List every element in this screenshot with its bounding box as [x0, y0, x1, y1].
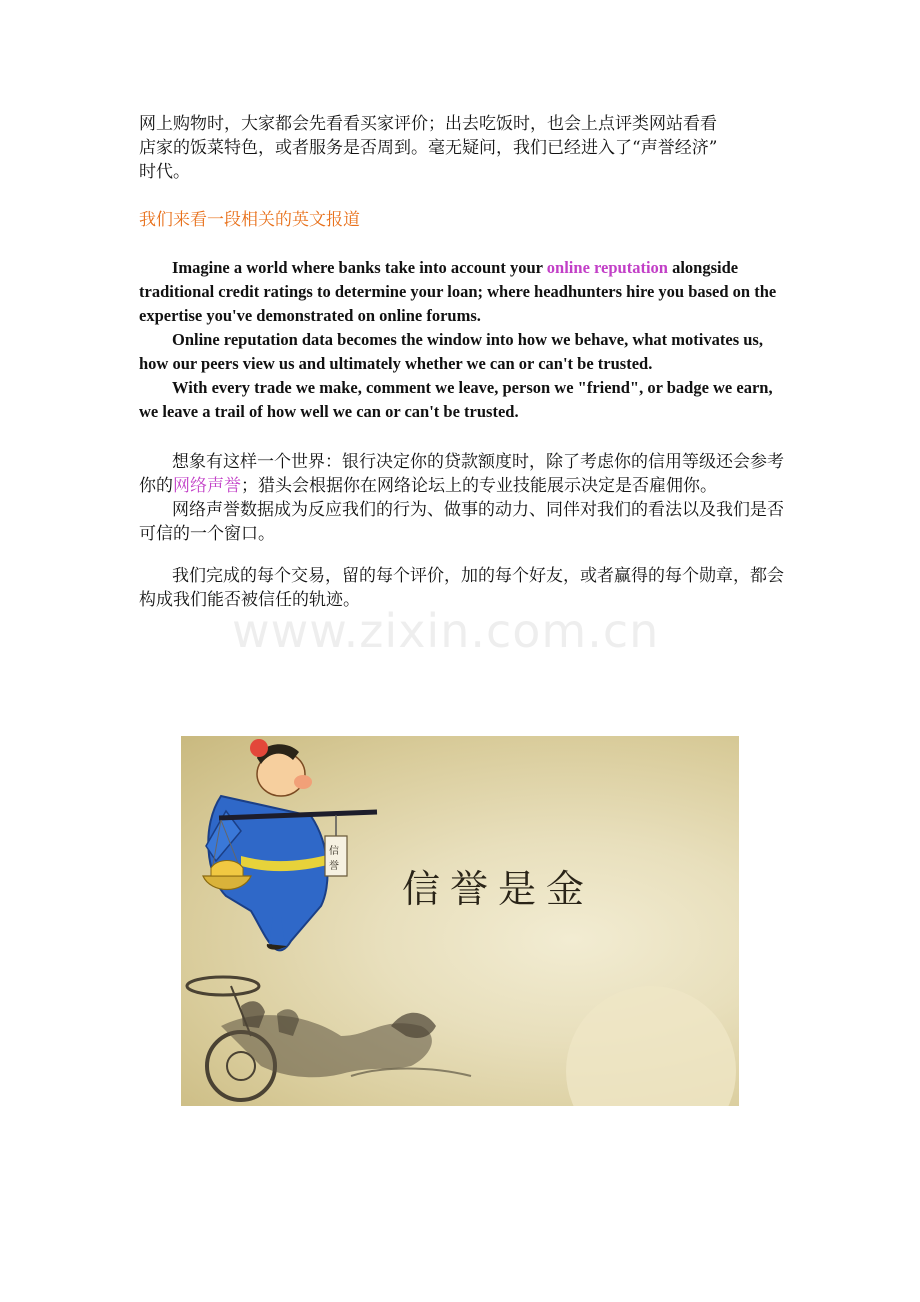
- section-heading: 我们来看一段相关的英文报道: [139, 210, 360, 230]
- english-p1-text-after: alongside traditional credit ratings to determine your loan; where headhunters hire you based on the expertise you've demonstrated on online forums.: [139, 258, 777, 325]
- english-paragraph-2: Online reputation data becomes the window into how we behave, what motivates us, how our peers view us and ultimately whether we can or can't be trusted.: [139, 330, 763, 373]
- intro-line-1: 网上购物时，大家都会先看看买家评价；出去吃饭时，也会上点评类网站看看: [139, 114, 717, 134]
- tag-char-1: 信: [329, 846, 339, 857]
- credit-is-gold-illustration: [181, 736, 739, 1106]
- english-p1-text-before: Imagine a world where banks take into account your: [172, 258, 547, 277]
- watermark: www.zixin.com.cn: [232, 604, 660, 658]
- english-paragraph-1: [139, 256, 784, 328]
- network-reputation-link[interactable]: 网络声誉: [173, 476, 241, 496]
- online-reputation-link[interactable]: online reputation: [546, 258, 668, 277]
- intro-line-3: 时代。: [139, 162, 190, 182]
- illustration-drawing: [181, 736, 739, 1106]
- intro-line-2: 店家的饭菜特色，或者服务是否周到。毫无疑问，我们已经进入了“声誉经济”: [139, 138, 718, 158]
- chinese-p1-text-after: ；猎头会根据你在网络论坛上的专业技能展示决定是否雇佣你。: [241, 476, 717, 496]
- chinese-p1-text-before: 想象有这样一个世界：银行决定你的贷款额度时，除了考虑你的信用等级还会参考你的: [139, 452, 784, 496]
- tag-char-2: 誉: [329, 861, 339, 872]
- chinese-paragraph-2: 网络声誉数据成为反应我们的行为、做事的动力、同伴对我们的看法以及我们是否可信的一个窗口。: [139, 500, 784, 544]
- english-paragraph-3: With every trade we make, comment we leave, person we "friend", or badge we earn, we leave a trail of how well we can or can't be trusted.: [139, 378, 773, 421]
- intro-paragraph: [139, 112, 784, 184]
- article-body: [139, 112, 784, 612]
- chinese-paragraph-3: 我们完成的每个交易，留的每个评价，加的每个好友，或者赢得的每个勋章，都会构成我们能否被信任的轨迹。: [139, 566, 784, 610]
- calligraphy-title: 信誉是金: [402, 867, 595, 911]
- chinese-paragraph-1: [139, 450, 784, 498]
